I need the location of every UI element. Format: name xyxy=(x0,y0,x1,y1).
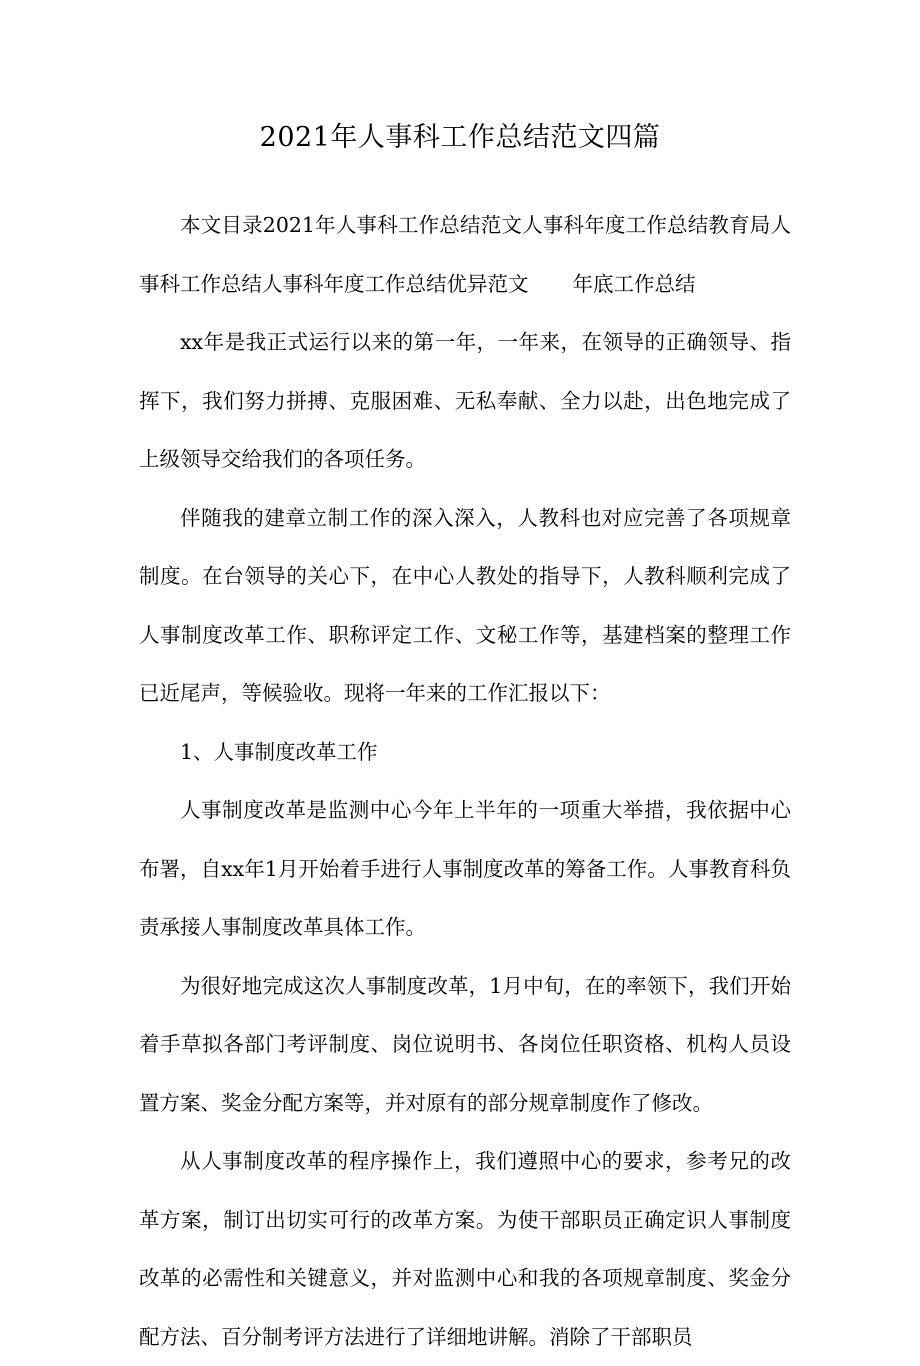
table-of-contents xyxy=(139,196,791,313)
paragraph-overview: 伴随我的建章立制工作的深入深入，人教科也对应完善了各项规章制度。在台领导的关心下，在中心人教处的指导下，人教科顺利完成了人事制度改革工作、职称评定工作、文秘工作等，基建档案的整理工作已近尾声，等候验收。现将一年来的工作汇报以下： xyxy=(139,505,791,705)
paragraph-intro: xx年是我正式运行以来的第一年，一年来，在领导的正确领导、指挥下，我们努力拼搏、克服困难、无私奉献、全力以赴，出色地完成了上级领导交给我们的各项任务。 xyxy=(139,330,791,471)
document-title: 2021年人事科工作总结范文四篇 xyxy=(259,122,661,153)
paragraph-procedure: 从人事制度改革的程序操作上，我们遵照中心的要求，参考兄的改革方案，制订出切实可行的改革方案。为使干部职员正确定识人事制度改革的必需性和关键意义，并对监测中心和我的各项规章制度、奖金分配方法、百分制考评方法进行了详细地讲解。消除了干部职员 xyxy=(139,1149,791,1349)
paragraph-reform: 人事制度改革是监测中心今年上半年的一项重大举措，我依据中心布署，自xx年1月开始着手进行人事制度改革的筹备工作。人事教育科负责承接人事制度改革具体工作。 xyxy=(139,798,791,939)
section-heading: 1、人事制度改革工作 xyxy=(180,739,378,764)
toc-prefix: 本文目录2021年人事科工作总结范文人事科年度工作总结教育局人事科工作总结人事科年度工作总结优异范文 xyxy=(139,213,791,296)
document-body xyxy=(139,196,791,1366)
paragraph-preparation: 为很好地完成这次人事制度改革，1月中旬，在的率领下，我们开始着手草拟各部门考评制度、岗位说明书、各岗位任职资格、机构人员设置方案、奖金分配方案等，并对原有的部分规章制度作了修改。 xyxy=(139,973,791,1115)
toc-suffix: 年底工作总结 xyxy=(572,271,696,296)
